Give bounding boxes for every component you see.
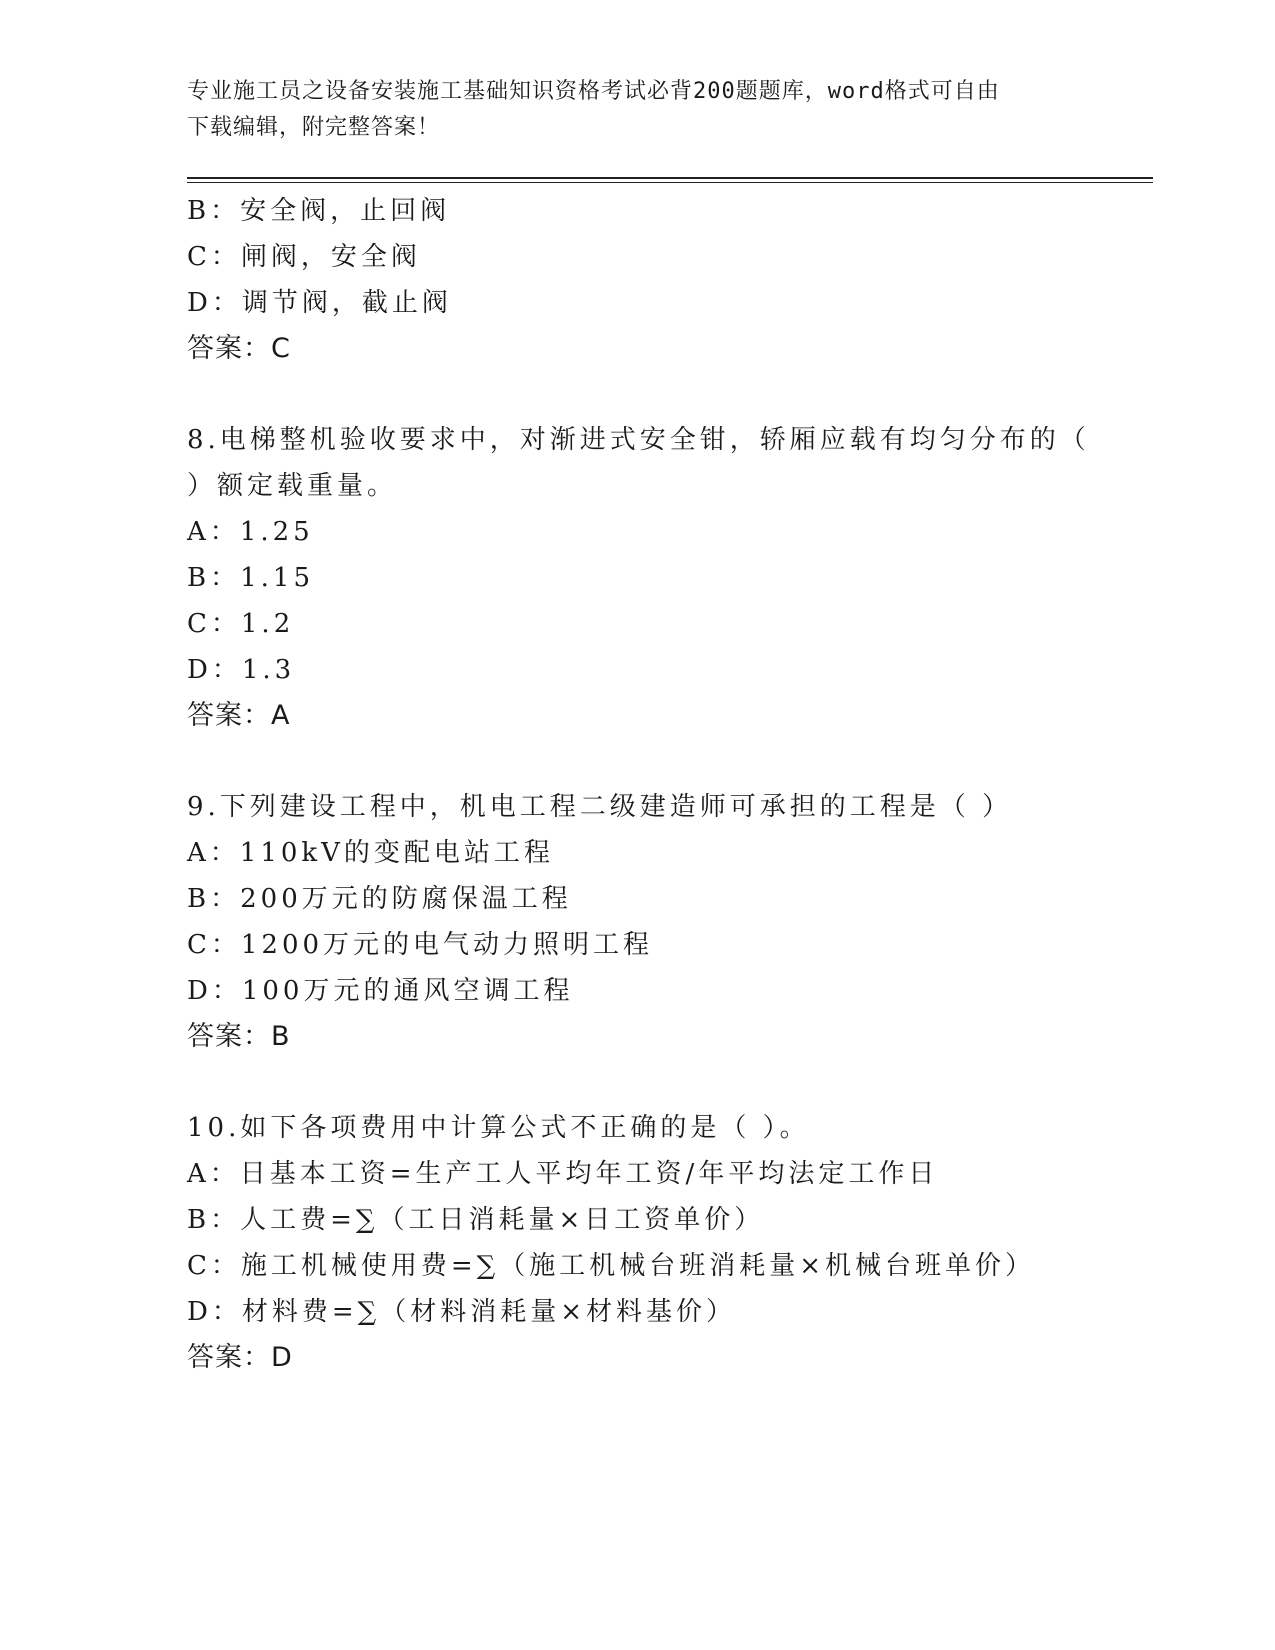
option-line: C：1.2 xyxy=(187,609,295,639)
header-line-2: 下载编辑，附完整答案！ xyxy=(187,115,441,140)
option-line: D：1.3 xyxy=(187,655,296,685)
option-line: A：1.25 xyxy=(187,517,314,547)
header-rule xyxy=(187,177,1153,179)
option-line: A：110kV的变配电站工程 xyxy=(187,838,554,868)
question-block xyxy=(187,417,1153,739)
question-block xyxy=(187,784,1153,1060)
option-line: D：100万元的通风空调工程 xyxy=(187,976,574,1006)
option-line: C：施工机械使用费=∑（施工机械台班消耗量×机械台班单价） xyxy=(187,1251,1036,1281)
option-line: C：1200万元的电气动力照明工程 xyxy=(187,930,654,960)
question-stem: 9.下列建设工程中，机电工程二级建造师可承担的工程是（ ） xyxy=(187,792,1013,822)
option-line: B：人工费=∑（工日消耗量×日工资单价） xyxy=(187,1205,765,1235)
question-content xyxy=(187,188,1153,1381)
answer-line: 答案：A xyxy=(187,700,291,731)
question-stem: 10.如下各项费用中计算公式不正确的是（ ）。 xyxy=(187,1113,810,1143)
option-line: C：闸阀，安全阀 xyxy=(187,242,421,272)
answer-line: 答案：C xyxy=(187,333,291,364)
question-stem: 8.电梯整机验收要求中，对渐进式安全钳，轿厢应载有均匀分布的（ xyxy=(187,425,1090,455)
answer-line: 答案：D xyxy=(187,1342,293,1373)
question-block xyxy=(187,188,1153,372)
header-rule-thin xyxy=(187,182,1153,183)
option-line: D：材料费=∑（材料消耗量×材料基价） xyxy=(187,1297,736,1327)
option-line: B：200万元的防腐保温工程 xyxy=(187,884,572,914)
answer-line: 答案：B xyxy=(187,1021,291,1052)
header-line-1: 专业施工员之设备安装施工基础知识资格考试必背200题题库，word格式可自由 xyxy=(187,79,1000,104)
option-line: B：安全阀，止回阀 xyxy=(187,196,451,226)
question-stem: ）额定载重量。 xyxy=(187,471,398,501)
option-line: A：日基本工资=生产工人平均年工资/年平均法定工作日 xyxy=(187,1159,939,1189)
page-header xyxy=(187,74,1067,146)
option-line: D：调节阀，截止阀 xyxy=(187,288,452,318)
option-line: B：1.15 xyxy=(187,563,314,593)
question-block xyxy=(187,1105,1153,1381)
